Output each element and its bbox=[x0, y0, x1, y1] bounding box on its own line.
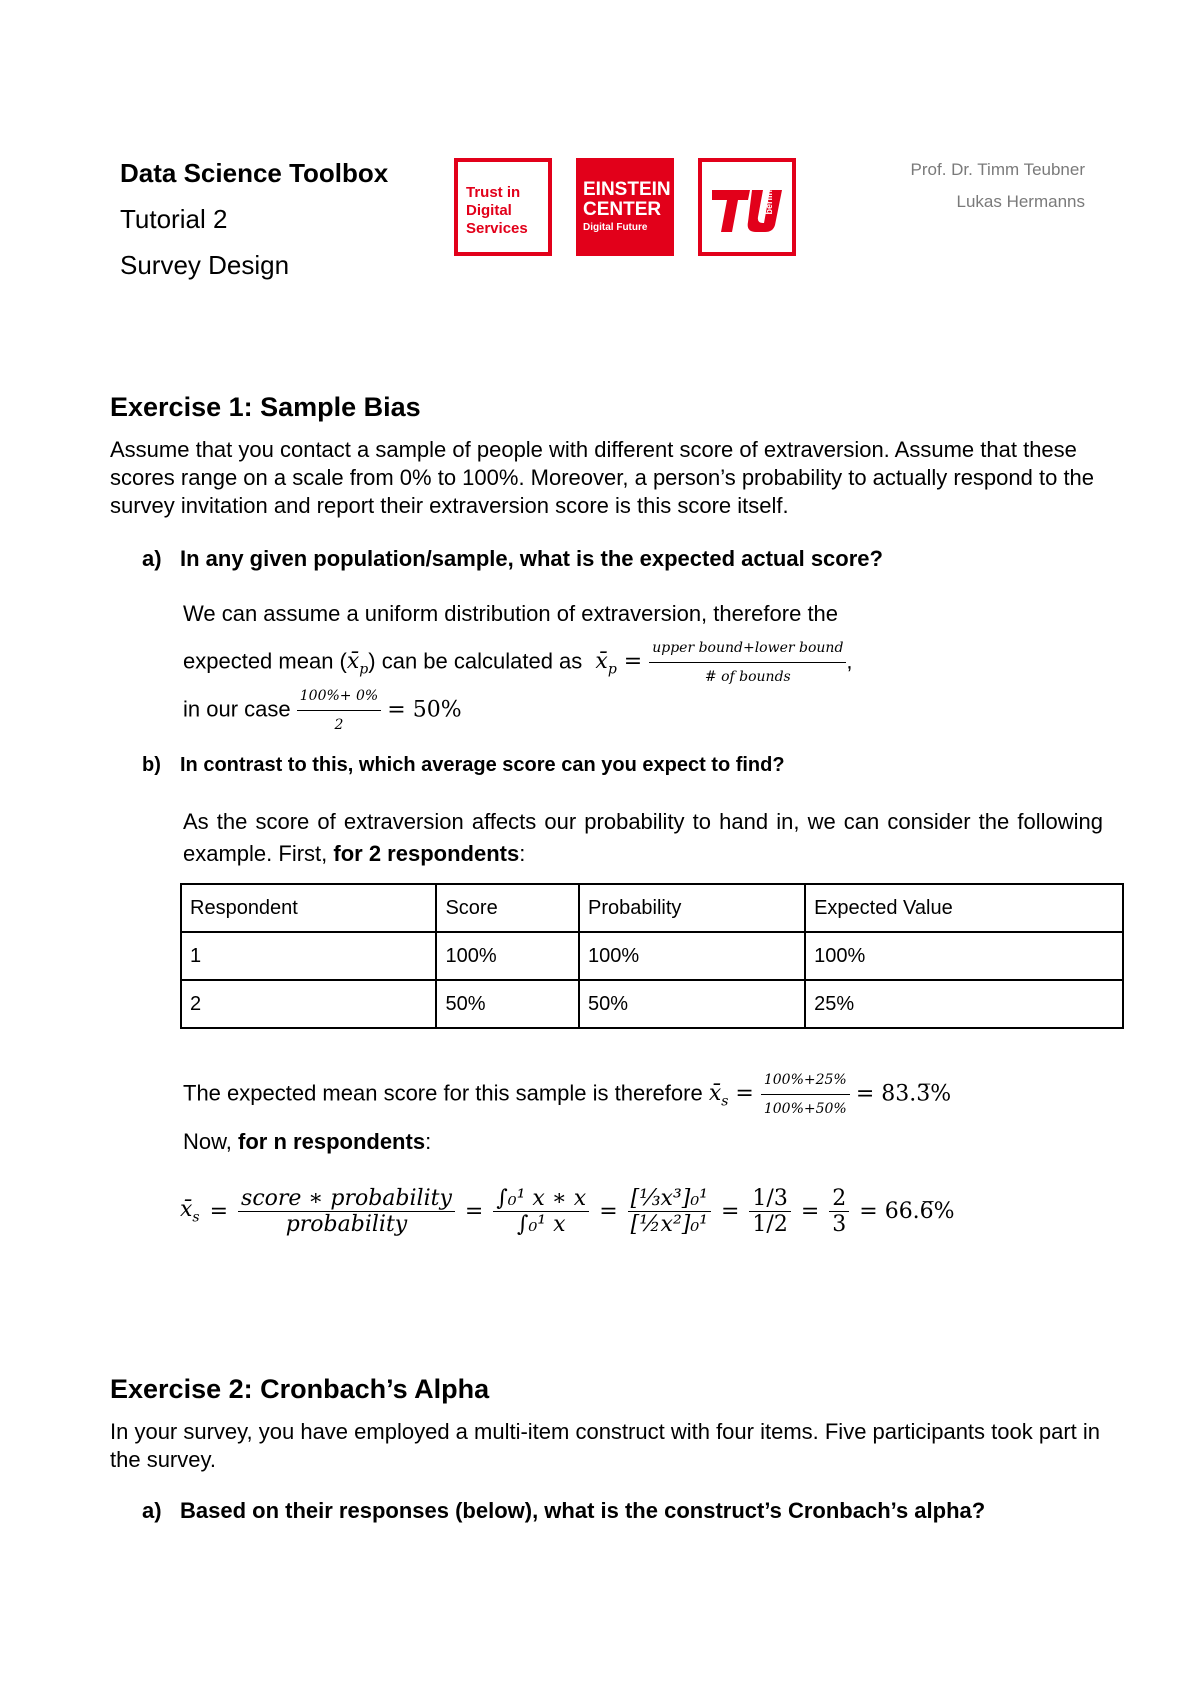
eq-fraction: $\frac{1/3}{1/2}$ bbox=[749, 1186, 790, 1237]
now-line: Now, for n respondents: bbox=[183, 1129, 432, 1154]
trust-logo bbox=[454, 158, 552, 256]
tutorial-label: Tutorial 2 bbox=[120, 204, 228, 234]
eq-fraction: $\frac{\text{[⅓x³]₀¹}}{\text{[½x²]₀¹}}$ bbox=[628, 1186, 711, 1237]
course-title: Data Science Toolbox bbox=[120, 158, 389, 188]
exercise2-title: Exercise 2: Cronbach’s Alpha bbox=[110, 1374, 490, 1404]
table-header-cell: Score bbox=[436, 884, 579, 932]
formula-case: $\frac{100\%+ 0\%}{2}$ bbox=[297, 682, 381, 739]
table-cell: 100% bbox=[805, 932, 1123, 980]
table-header-row bbox=[181, 884, 1123, 932]
table-cell: 100% bbox=[579, 932, 805, 980]
table-cell: 2 bbox=[181, 980, 436, 1028]
table-cell: 25% bbox=[805, 980, 1123, 1028]
einstein-logo-subtext: Digital Future bbox=[583, 222, 648, 233]
einstein-logo-text: EINSTEIN CENTER bbox=[583, 179, 671, 220]
professor-name: Prof. Dr. Timm Teubner bbox=[910, 160, 1085, 179]
answer-a-line2: expected mean $(x̄_p)$ can be calculated as $x̄_p$ = $\frac{\text{upper bound+lower bound}}{\text{\# of bounds}}$ , bbox=[183, 634, 853, 691]
answer-b-text: As the score of extraversion affects our probability to hand in, we can consider the following example. First, for 2 respondents: bbox=[183, 809, 1103, 866]
trust-logo-text: Trust in Digital Services bbox=[466, 184, 528, 237]
table-cell: 50% bbox=[436, 980, 579, 1028]
exercise1-intro: Assume that you contact a sample of people with different score of extraversion. Assume that these scores range on a scale from 0% to 100%. Moreover, a person’s probability to actually respond to the survey invitation and report their extraversion score is this score itself. bbox=[110, 437, 1095, 518]
exercise2-question-a: a) Based on their responses (below), what is the construct’s Cronbach’s alpha? bbox=[142, 1498, 986, 1523]
exercise1-question-a: a) In any given population/sample, what is the expected actual score? bbox=[142, 546, 883, 571]
n-respondents-equation: $x̄_s$ = $\frac{\text{score ∗ probability}}{\text{probability}}$ = $\frac{\text{∫₀¹ x ∗ x}}{\text{∫₀¹ x}}$ = $\frac{\text{[⅓x³]₀¹}}{\text{[½x²]₀¹}}$ = $\frac{1/3}{1/2}$ = $\frac{2}{3}$ = 66.6̅% bbox=[180, 1186, 955, 1237]
table-row bbox=[181, 932, 1123, 980]
tu-mark-icon bbox=[702, 162, 792, 252]
eq-fraction: $\frac{\text{∫₀¹ x ∗ x}}{\text{∫₀¹ x}}$ bbox=[493, 1186, 589, 1237]
tu-city-label: berlin bbox=[764, 190, 774, 215]
answer-a-line3: in our case $\frac{100\%+ 0\%}{2}$ = 50% bbox=[183, 682, 462, 739]
einstein-logo bbox=[576, 158, 674, 256]
assistant-name: Lukas Hermanns bbox=[956, 192, 1085, 211]
tu-berlin-logo bbox=[698, 158, 796, 256]
formula-uniform-mean: $\frac{\text{upper bound+lower bound}}{\text{\# of bounds}}$ bbox=[649, 634, 846, 691]
exercise1-question-b: b) In contrast to this, which average score can you expect to find? bbox=[142, 754, 785, 776]
expected-mean-line: The expected mean score for this sample is therefore $x̄_s$ = $\frac{100\%+25\%}{100\%+50\%}$ = 83.3̅% bbox=[183, 1066, 951, 1123]
formula-sample-mean: $\frac{100\%+25\%}{100\%+50\%}$ bbox=[761, 1066, 850, 1123]
table-header-cell: Respondent bbox=[181, 884, 436, 932]
eq-fraction: $\frac{2}{3}$ bbox=[829, 1186, 849, 1237]
table-row bbox=[181, 980, 1123, 1028]
exercise2-intro: In your survey, you have employed a multi-item construct with four items. Five participants took part in the survey. bbox=[110, 1419, 1100, 1472]
table-cell: 1 bbox=[181, 932, 436, 980]
exercise1-title: Exercise 1: Sample Bias bbox=[110, 392, 421, 422]
eq-fraction: $\frac{\text{score ∗ probability}}{\text{probability}}$ bbox=[238, 1186, 455, 1237]
table-header-cell: Probability bbox=[579, 884, 805, 932]
table-cell: 50% bbox=[579, 980, 805, 1028]
topic-label: Survey Design bbox=[120, 250, 290, 280]
table-cell: 100% bbox=[436, 932, 579, 980]
respondents-table bbox=[180, 883, 1124, 1029]
table-header-cell: Expected Value bbox=[805, 884, 1123, 932]
answer-a-line1: We can assume a uniform distribution of extraversion, therefore the bbox=[183, 601, 839, 626]
